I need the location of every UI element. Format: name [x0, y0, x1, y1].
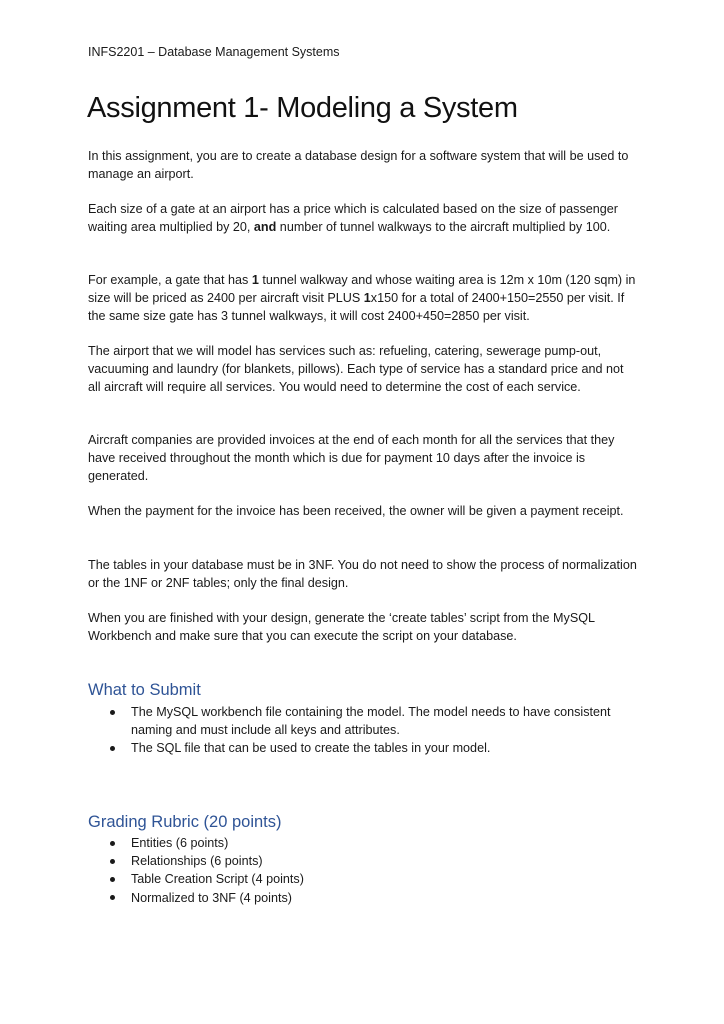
what-to-submit-heading: What to Submit	[88, 681, 201, 699]
grading-rubric-heading: Grading Rubric (20 points)	[88, 813, 282, 831]
rubric-list	[88, 834, 638, 907]
bullet-icon	[110, 710, 115, 715]
services-paragraph: The airport that we will model has services such as: refueling, catering, sewerage pump-out, vacuuming and laundry (for blankets, pillows). Each type of service has a standard price and not all aircraft will require all services. You would need to determine the cost of each service.	[88, 344, 624, 394]
list-item	[88, 703, 638, 739]
rubric-item-text: Relationships (6 points)	[131, 854, 263, 869]
list-item	[88, 889, 638, 907]
example-text-2: tunnel walkway and whose waiting area is 12m x 10m (120 sqm) in size will be priced as 2400 per aircraft visit PLUS	[88, 273, 636, 305]
list-item	[88, 852, 638, 870]
submit-list	[88, 703, 638, 758]
rubric-item-text: Entities (6 points)	[131, 836, 229, 850]
bullet-icon	[110, 859, 115, 864]
gate-pricing-text-2: number of tunnel walkways to the aircraft multiplied by 100.	[276, 219, 611, 234]
example-text-3: x150 for a total of 2400+150=2550 per visit. If the same size gate has 3 tunnel walkways, it will cost 2400+450=2850 per visit.	[88, 290, 625, 323]
example-text-1: For example, a gate that has	[88, 273, 252, 287]
gate-pricing-paragraph	[88, 201, 638, 237]
list-item	[88, 870, 638, 888]
gate-pricing-text-1: Each size of a gate at an airport has a price which is calculated based on the size of passenger waiting area multiplied by 20,	[88, 202, 618, 234]
example-paragraph	[88, 272, 638, 325]
submit-item-text: The SQL file that can be used to create the tables in your model.	[131, 741, 491, 756]
rubric-item-text: Table Creation Script (4 points)	[131, 872, 304, 887]
submit-item-text: The MySQL workbench file containing the model. The model needs to have consistent naming and must include all keys and attributes.	[131, 705, 611, 738]
rubric-item-text: Normalized to 3NF (4 points)	[131, 890, 292, 905]
payment-paragraph: When the payment for the invoice has been received, the owner will be given a payment receipt.	[88, 504, 624, 518]
list-item	[88, 739, 638, 757]
example-bold-1: 1	[251, 273, 259, 287]
normalization-paragraph: The tables in your database must be in 3NF. You do not need to show the process of normalization or the 1NF or 2NF tables; only the final design.	[88, 558, 637, 590]
intro-paragraph: In this assignment, you are to create a database design for a software system that will be used to manage an airport.	[88, 149, 629, 181]
bullet-icon	[110, 746, 115, 751]
bullet-icon	[110, 877, 115, 882]
bullet-icon	[110, 841, 115, 846]
bullet-icon	[110, 895, 115, 900]
page-title: Assignment 1- Modeling a System	[87, 92, 518, 124]
page-header: INFS2201 – Database Management Systems	[88, 45, 340, 59]
script-paragraph: When you are finished with your design, generate the ‘create tables’ script from the MySQL Workbench and make sure that you can execute the script on your database.	[88, 611, 595, 643]
gate-pricing-bold-and: and	[253, 219, 277, 234]
list-item	[88, 834, 638, 852]
example-bold-2: 1	[363, 290, 371, 305]
invoices-paragraph: Aircraft companies are provided invoices at the end of each month for all the services that they have received throughout the month which is due for payment 10 days after the invoice is generated.	[88, 433, 615, 483]
